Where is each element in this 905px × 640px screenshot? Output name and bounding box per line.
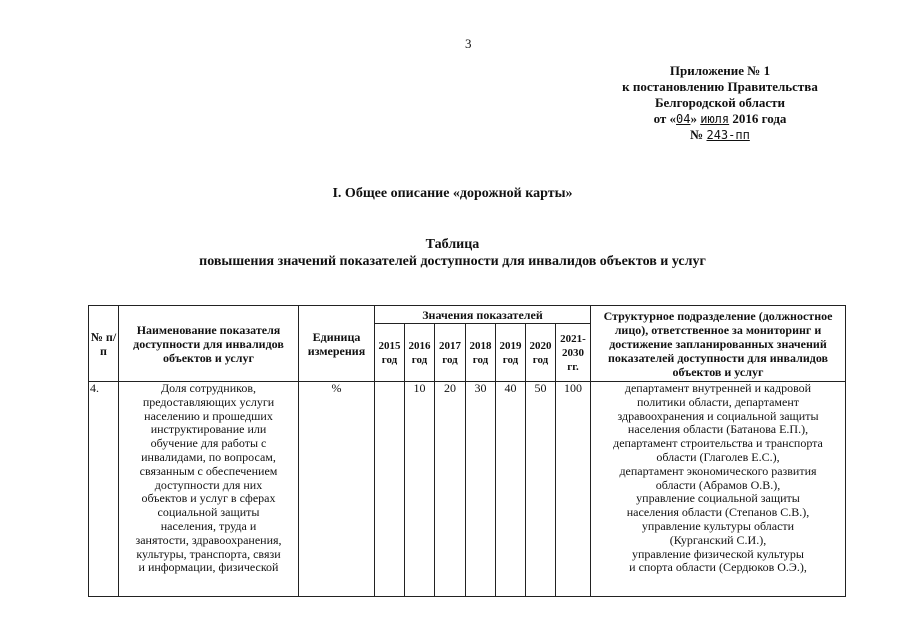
table-caption-line2: повышения значений показателей доступности для инвалидов объектов и услуг — [199, 254, 706, 269]
header-year: 2021-2030 гг. — [556, 324, 591, 382]
header-name: Наименование показателя доступности для инвалидов объектов и услуг — [119, 306, 299, 382]
table-row — [89, 382, 846, 597]
header-unit: Единица измерения — [299, 306, 375, 382]
appendix-region: Белгородской области — [654, 95, 786, 110]
row-value: 10 — [405, 382, 435, 597]
date-day: 04 — [676, 112, 691, 126]
appendix-date: от «04» июля 2016 года — [653, 111, 787, 126]
row-num: 4. — [89, 382, 119, 597]
row-value — [375, 382, 405, 597]
row-responsible: департамент внутренней и кадровой политики области, департамент здравоохранения и социальной защиты населения области (Батанова Е.П.), департамент строительства и транспорта области (Глаголев Е.С.), департамент экономического развития области (Абрамов О.В.), управление социальной защиты населения области (Степанов С.В.), управление культуры области (Курганский С.И.), управление физической культуры и спорта области (Сердюков О.Э.), — [591, 382, 846, 597]
appendix-number: № 243-пп — [690, 127, 750, 142]
appendix-resolution: к постановлению Правительства — [622, 79, 818, 94]
header-year: 2019 год — [496, 324, 526, 382]
header-values-group: Значения показателей — [375, 306, 591, 324]
header-num: № п/п — [89, 306, 119, 382]
row-value: 50 — [526, 382, 556, 597]
row-value: 20 — [435, 382, 466, 597]
header-year: 2016 год — [405, 324, 435, 382]
document-number: 243-пп — [706, 128, 750, 142]
page-number: 3 — [465, 36, 472, 51]
section-title: I. Общее описание «дорожной карты» — [332, 186, 573, 201]
table-caption-line1: Таблица — [425, 237, 480, 252]
table-caption — [0, 236, 905, 270]
appendix-header — [600, 63, 840, 143]
indicators-table — [88, 305, 846, 597]
header-year: 2018 год — [466, 324, 496, 382]
row-name: Доля сотрудников, предоставляющих услуги населению и прошедших инструктирование или обучение для работы с инвалидами, по вопросам, связанным с обеспечением доступности для них объектов и услуг в сферах социальной защиты населения, труда и занятости, здравоохранения, культуры, транспорта, связи и информации, физической — [119, 382, 299, 597]
header-responsible: Структурное подразделение (должностное лицо), ответственное за мониторинг и достижение запланированных значений показателей доступности для инвалидов объектов и услуг — [591, 306, 846, 382]
header-year: 2017 год — [435, 324, 466, 382]
row-unit: % — [299, 382, 375, 597]
header-year: 2020 год — [526, 324, 556, 382]
date-month: июля — [700, 112, 730, 126]
appendix-title: Приложение № 1 — [669, 63, 771, 78]
row-value: 40 — [496, 382, 526, 597]
row-value: 100 — [556, 382, 591, 597]
header-year: 2015 год — [375, 324, 405, 382]
row-value: 30 — [466, 382, 496, 597]
